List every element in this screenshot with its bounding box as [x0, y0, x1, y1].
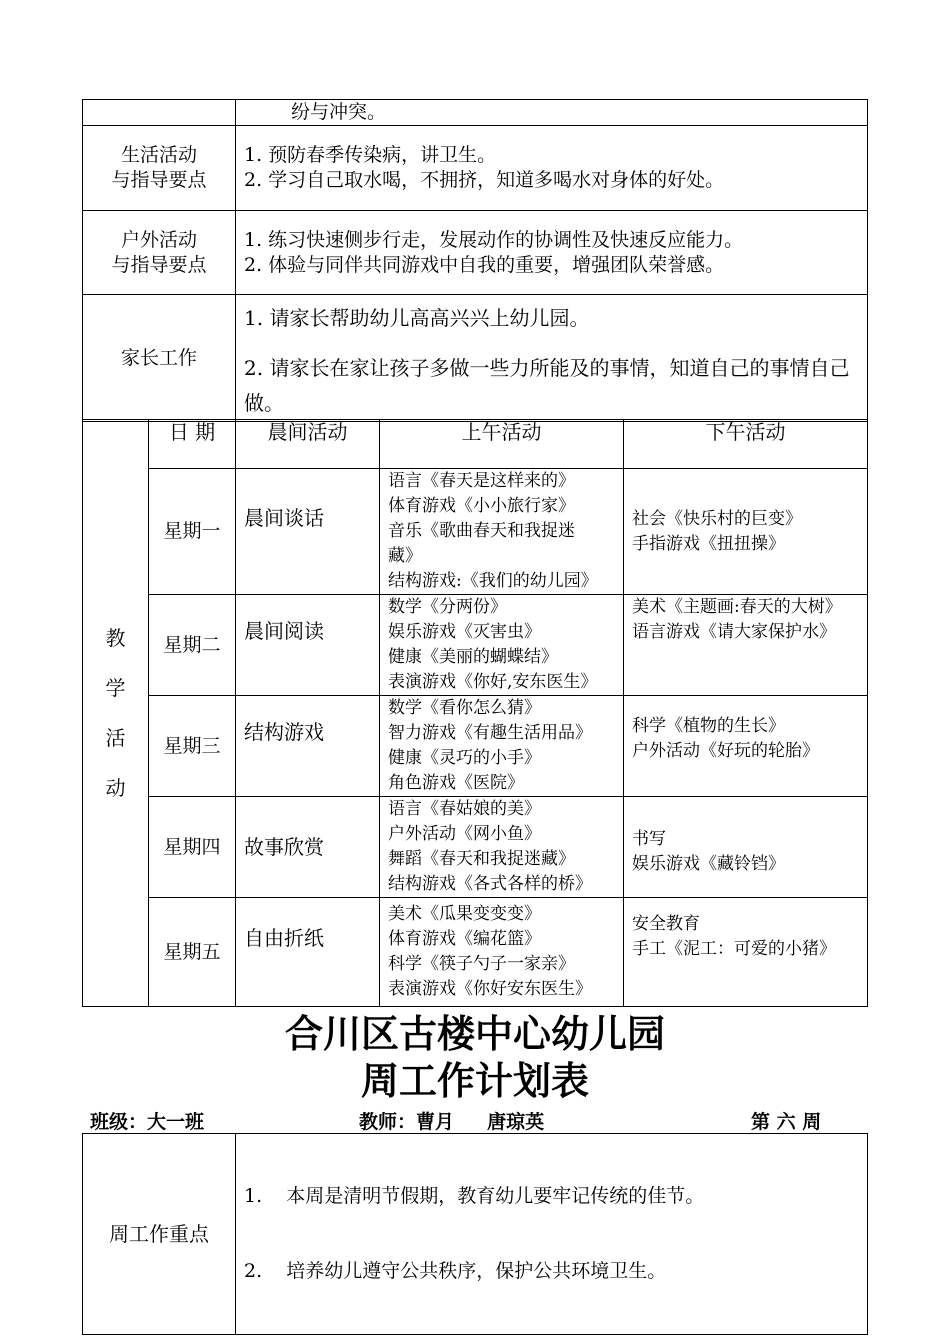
morning-cell: 晨间阅读	[236, 595, 380, 696]
outdoor-activity-content	[236, 211, 868, 295]
pm-cell: 书写 娱乐游戏《藏铃铛》	[624, 797, 868, 898]
list-item: 2. 学习自己取水喝，不拥挤，知道多喝水对身体的好处。	[244, 169, 725, 191]
table-row	[83, 595, 868, 696]
teaching-activity-table	[82, 419, 868, 1007]
blank-label-cell	[83, 100, 236, 126]
am-cell: 数学《分两份》 娱乐游戏《灭害虫》 健康《美丽的蝴蝶结》 表演游戏《你好,安东医生》	[380, 595, 624, 696]
table-row	[83, 898, 868, 1007]
teacher-label: 教师：曹月 唐琼英	[359, 1111, 545, 1133]
table-row	[83, 696, 868, 797]
header-am: 上午活动	[380, 420, 624, 469]
list-item: 2. 请家长在家让孩子多做一些力所能及的事情，知道自己的事情自己做。	[244, 356, 850, 415]
header-morning: 晨间活动	[236, 420, 380, 469]
pm-cell: 社会《快乐村的巨变》 手指游戏《扭扭操》	[624, 469, 868, 595]
am-cell: 语言《春姑娘的美》 户外活动《网小鱼》 舞蹈《春天和我捉迷藏》 结构游戏《各式各样的桥》	[380, 797, 624, 898]
continuation-text: 纷与冲突。	[236, 100, 868, 126]
morning-cell: 自由折纸	[236, 898, 380, 1007]
am-cell: 美术《瓜果变变变》 体育游戏《编花篮》 科学《筷子勺子一家亲》 表演游戏《你好安东医生》	[380, 898, 624, 1007]
day-cell: 星期五	[149, 898, 236, 1007]
list-item: 1. 请家长帮助幼儿高高兴兴上幼儿园。	[244, 306, 590, 330]
teaching-activity-label: 教 学 活 动	[83, 420, 149, 1007]
list-item: 1. 预防春季传染病，讲卫生。	[244, 144, 497, 166]
pm-cell: 美术《主题画:春天的大树》 语言游戏《请大家保护水》	[624, 595, 868, 696]
morning-cell: 结构游戏	[236, 696, 380, 797]
life-activity-content	[236, 126, 868, 211]
day-cell: 星期三	[149, 696, 236, 797]
life-activity-label: 生活活动 与指导要点	[83, 126, 236, 211]
list-item: 1. 练习快速侧步行走，发展动作的协调性及快速反应能力。	[244, 228, 744, 251]
week-label: 第 六 周	[751, 1111, 822, 1133]
day-cell: 星期二	[149, 595, 236, 696]
day-cell: 星期一	[149, 469, 236, 595]
header-date: 日 期	[149, 420, 236, 469]
weekly-focus-table	[82, 1133, 868, 1335]
am-cell: 数学《看你怎么猜》 智力游戏《有趣生活用品》 健康《灵巧的小手》 角色游戏《医院》	[380, 696, 624, 797]
class-label: 班级：大一班	[90, 1111, 205, 1133]
parent-work-label: 家长工作	[83, 295, 236, 422]
table-row	[83, 797, 868, 898]
weekly-focus-label: 周工作重点	[83, 1134, 236, 1335]
plan-table	[82, 99, 868, 422]
morning-cell: 晨间谈话	[236, 469, 380, 595]
list-item: 2. 培养幼儿遵守公共秩序，保护公共环境卫生。	[244, 1260, 667, 1282]
header-pm: 下午活动	[624, 420, 868, 469]
plan-title: 周工作计划表	[360, 1059, 589, 1103]
school-title: 合川区古楼中心幼儿园	[284, 1012, 665, 1056]
list-item: 1. 本周是清明节假期，教育幼儿要牢记传统的佳节。	[244, 1185, 705, 1207]
list-item: 2. 体验与同伴共同游戏中自我的重要，增强团队荣誉感。	[244, 253, 725, 276]
am-cell: 语言《春天是这样来的》 体育游戏《小小旅行家》 音乐《歌曲春天和我捉迷 藏》 结构游戏:《我们的幼儿园》	[380, 469, 624, 595]
day-cell: 星期四	[149, 797, 236, 898]
morning-cell: 故事欣赏	[236, 797, 380, 898]
weekly-focus-content	[236, 1134, 868, 1335]
table-row	[83, 469, 868, 595]
parent-work-content	[236, 295, 868, 422]
pm-cell: 安全教育 手工《泥工：可爱的小猪》	[624, 898, 868, 1007]
outdoor-activity-label: 户外活动 与指导要点	[83, 211, 236, 295]
pm-cell: 科学《植物的生长》 户外活动《好玩的轮胎》	[624, 696, 868, 797]
